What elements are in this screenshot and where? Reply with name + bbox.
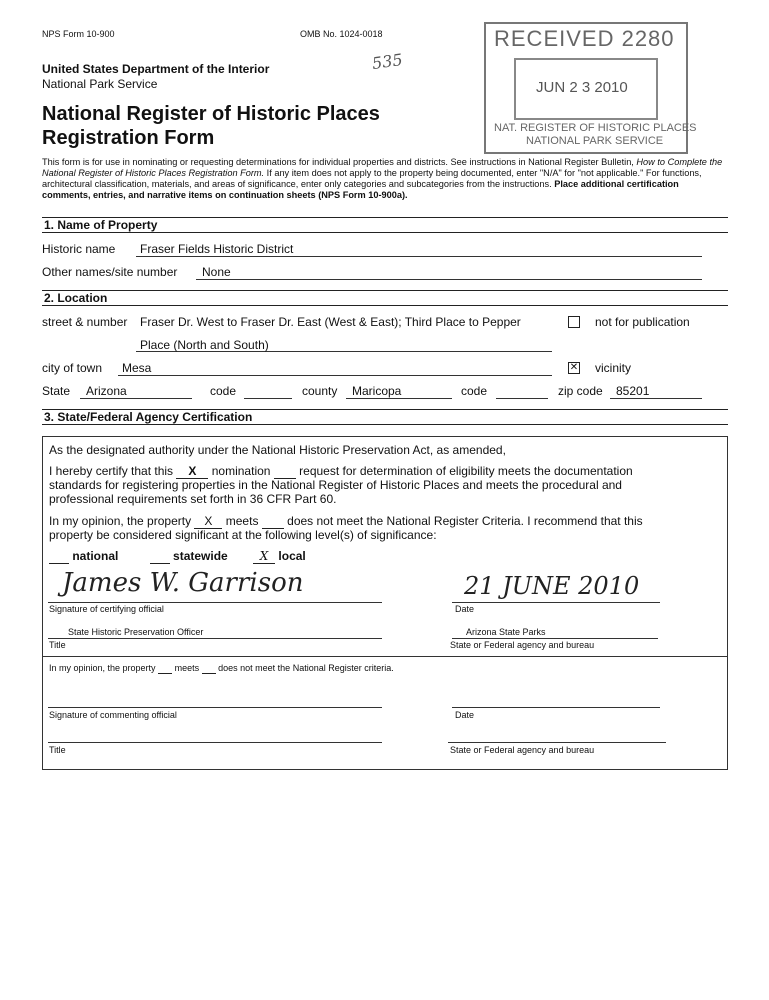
opinion-text-b: meets bbox=[225, 514, 259, 528]
authority-text: As the designated authority under the National Historic Preservation Act, as amended, bbox=[49, 443, 506, 457]
certify-text-b: nomination bbox=[211, 464, 271, 478]
comment-text-b: meets bbox=[174, 663, 200, 673]
historic-name-label: Historic name bbox=[42, 242, 116, 256]
zip-value[interactable]: 85201 bbox=[616, 384, 650, 398]
city-value[interactable]: Mesa bbox=[122, 361, 152, 375]
comment-agency-line bbox=[448, 742, 666, 743]
state-line bbox=[80, 398, 192, 399]
state-label: State bbox=[42, 384, 71, 398]
historic-name-line bbox=[136, 256, 702, 257]
city-line bbox=[118, 375, 552, 376]
comment-text-c: does not meet the National Register criteria. bbox=[218, 663, 394, 673]
other-names-value[interactable]: None bbox=[202, 265, 231, 279]
stamp-date: JUN 2 3 2010 bbox=[536, 79, 628, 96]
certify-line-2: standards for registering properties in the National Register of Historic Places and meets the procedural and bbox=[49, 478, 622, 492]
comment-text-a: In my opinion, the property bbox=[49, 663, 156, 673]
county-value[interactable]: Maricopa bbox=[352, 384, 402, 398]
agency-label: State or Federal agency and bureau bbox=[450, 640, 595, 650]
statewide-label: statewide bbox=[173, 549, 228, 563]
level-row bbox=[49, 549, 306, 564]
certifying-signature: James W. Garrison bbox=[62, 568, 304, 598]
street-value-line2[interactable]: Place (North and South) bbox=[140, 338, 269, 352]
intro-text-2: If any item does not apply to the property being documented, enter "N/A" for "not applicable." For functions, architectural classification, materials, and areas of significance, enter only categories and subcategories from the instructions. bbox=[42, 168, 702, 189]
instructions-paragraph bbox=[42, 157, 728, 201]
zip-label: zip code bbox=[558, 384, 603, 398]
title-value[interactable]: State Historic Preservation Officer bbox=[68, 627, 204, 637]
comment-signature-label: Signature of commenting official bbox=[49, 710, 177, 720]
comment-date-line bbox=[452, 707, 660, 708]
handwritten-note: 535 bbox=[370, 49, 404, 74]
comment-title-label: Title bbox=[49, 745, 66, 755]
stamp-line1: NAT. REGISTER OF HISTORIC PLACES bbox=[494, 122, 697, 134]
statewide-blank[interactable] bbox=[150, 549, 170, 564]
city-label: city of town bbox=[42, 361, 103, 375]
intro-italic: How to Complete the National Register of Historic Places Registration Form. bbox=[42, 157, 723, 178]
title-line bbox=[48, 638, 382, 639]
vicinity-checkbox[interactable]: ✕ bbox=[569, 362, 579, 373]
not-for-publication-label: not for publication bbox=[595, 315, 690, 329]
certify-text-c: request for determination of eligibility meets the documentation bbox=[299, 464, 633, 478]
code-line bbox=[244, 398, 292, 399]
county-line bbox=[346, 398, 452, 399]
section-3-heading: 3. State/Federal Agency Certification bbox=[42, 409, 728, 425]
section-1-heading: 1. Name of Property bbox=[42, 217, 728, 233]
date-label: Date bbox=[455, 604, 475, 614]
page-title: National Register of Historic Places bbox=[42, 103, 380, 125]
national-blank[interactable] bbox=[49, 549, 69, 564]
page-subtitle: Registration Form bbox=[42, 127, 215, 149]
opinion-line-2: property be considered significant at the following level(s) of significance: bbox=[49, 528, 437, 542]
comment-date-label: Date bbox=[455, 710, 475, 720]
department: United States Department of the Interior bbox=[42, 62, 270, 76]
request-blank[interactable] bbox=[274, 464, 296, 479]
comment-title-line bbox=[48, 742, 382, 743]
signature-label: Signature of certifying official bbox=[49, 604, 164, 614]
comment-agency-label: State or Federal agency and bureau bbox=[450, 745, 595, 755]
comment-meets-blank[interactable] bbox=[158, 663, 172, 674]
date-line bbox=[452, 602, 660, 603]
local-mark[interactable]: X bbox=[253, 549, 275, 564]
national-label: national bbox=[72, 549, 119, 563]
opinion-line-1 bbox=[49, 514, 643, 529]
street-label: street & number bbox=[42, 315, 128, 329]
county-label: county bbox=[302, 384, 338, 398]
opinion-text-c: does not meet the National Register Criteria. I recommend that this bbox=[287, 514, 643, 528]
received-stamp bbox=[484, 22, 697, 154]
certify-line-3: professional requirements set forth in 36 CFR Part 60. bbox=[49, 492, 337, 506]
zip-line bbox=[610, 398, 702, 399]
title-label: Title bbox=[49, 640, 66, 650]
form-number: NPS Form 10-900 bbox=[42, 29, 115, 39]
intro-bold: Place additional certification comments, entries, and narrative items on continuation sheets (NPS Form 10-900a). bbox=[42, 179, 679, 200]
agency: National Park Service bbox=[42, 77, 158, 91]
certification-divider bbox=[42, 656, 728, 657]
nomination-mark[interactable]: X bbox=[176, 464, 208, 479]
street-value-line1[interactable]: Fraser Dr. West to Fraser Dr. East (West & East); Third Place to Pepper bbox=[140, 315, 521, 329]
stamp-line2: NATIONAL PARK SERVICE bbox=[526, 135, 664, 147]
does-not-meet-blank[interactable] bbox=[262, 514, 284, 529]
vicinity-label: vicinity bbox=[595, 361, 632, 375]
other-names-label: Other names/site number bbox=[42, 265, 178, 279]
certify-line-1 bbox=[49, 464, 633, 479]
county-code-label: code bbox=[461, 384, 488, 398]
certify-text-a: I hereby certify that this bbox=[49, 464, 174, 478]
historic-name-value[interactable]: Fraser Fields Historic District bbox=[140, 242, 294, 256]
opinion-text-a: In my opinion, the property bbox=[49, 514, 192, 528]
state-value[interactable]: Arizona bbox=[86, 384, 127, 398]
not-for-publication-checkbox[interactable] bbox=[568, 316, 580, 328]
signature-line bbox=[48, 602, 382, 603]
intro-text-1: This form is for use in nominating or requesting determinations for individual properties and districts. See instructions in National Register Bulletin, bbox=[42, 157, 637, 167]
code-label: code bbox=[210, 384, 237, 398]
agency-value[interactable]: Arizona State Parks bbox=[466, 627, 546, 637]
agency-line bbox=[452, 638, 658, 639]
certifying-date: 21 JUNE 2010 bbox=[464, 572, 640, 600]
stamp-received: RECEIVED 2280 bbox=[494, 26, 675, 51]
stamp-date-box bbox=[514, 58, 658, 120]
local-label: local bbox=[278, 549, 306, 563]
section-2-heading: 2. Location bbox=[42, 290, 728, 306]
omb-number: OMB No. 1024-0018 bbox=[300, 29, 383, 39]
other-names-line bbox=[196, 279, 702, 280]
comment-signature-line bbox=[48, 707, 382, 708]
comment-opinion bbox=[49, 663, 394, 674]
comment-not-meet-blank[interactable] bbox=[202, 663, 216, 674]
county-code-line bbox=[496, 398, 548, 399]
meets-mark[interactable]: X bbox=[194, 514, 222, 529]
